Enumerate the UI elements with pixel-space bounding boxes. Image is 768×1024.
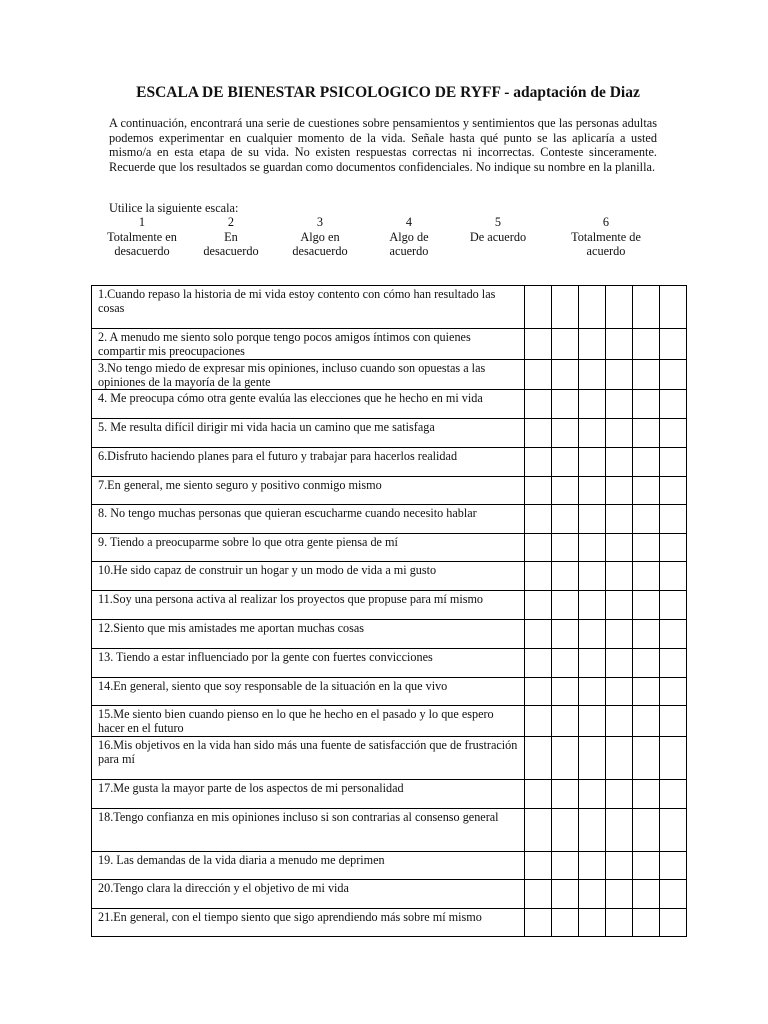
answer-cell-6[interactable] (660, 448, 687, 477)
scale-option-6 (546, 215, 666, 259)
question-text: 3.No tengo miedo de expresar mis opiniones, incluso cuando son opuestas a las opiniones de la mayoría de la gente (92, 359, 525, 390)
question-text: 17.Me gusta la mayor parte de los aspectos de mi personalidad (92, 779, 525, 808)
answer-cell-6[interactable] (660, 851, 687, 879)
scale-label-line1: Totalmente en (107, 229, 177, 244)
scale-number: 6 (602, 215, 610, 229)
question-row (92, 390, 687, 419)
answer-cell-2[interactable] (552, 286, 579, 329)
answer-cell-6[interactable] (660, 359, 687, 390)
question-text: 19. Las demandas de la vida diaria a menudo me deprimen (92, 851, 525, 879)
answer-cell-1[interactable] (525, 329, 552, 360)
answer-cell-6[interactable] (660, 562, 687, 591)
question-text: 7.En general, me siento seguro y positivo conmigo mismo (92, 477, 525, 505)
instructions-paragraph: A continuación, encontrará una serie de cuestiones sobre pensamientos y sentimientos que las personas adultas podemos experimentar en cualquier momento de la vida. Señale hasta qué punto se las aplicaría a usted mismo/a en esta etapa de su vida. No existen respuestas correctas ni incorrectas. Conteste sinceramente. Recuerde que los resultados se guardan como documentos confidenciales. No indique su nombre en la planilla. (109, 116, 657, 174)
question-text: 5. Me resulta difícil dirigir mi vida hacia un camino que me satisfaga (92, 419, 525, 448)
answer-cell-3[interactable] (579, 286, 606, 329)
answer-cell-4[interactable] (606, 879, 633, 908)
answer-cell-4[interactable] (606, 851, 633, 879)
question-row (92, 908, 687, 936)
answer-cell-1[interactable] (525, 359, 552, 390)
question-row (92, 851, 687, 879)
answer-cell-5[interactable] (633, 448, 660, 477)
answer-cell-4[interactable] (606, 419, 633, 448)
answer-cell-3[interactable] (579, 678, 606, 706)
answer-cell-2[interactable] (552, 706, 579, 737)
answer-cell-4[interactable] (606, 448, 633, 477)
answer-cell-1[interactable] (525, 505, 552, 534)
answer-cell-6[interactable] (660, 649, 687, 678)
question-row (92, 286, 687, 329)
question-row (92, 591, 687, 620)
answer-cell-6[interactable] (660, 534, 687, 562)
answer-cell-3[interactable] (579, 390, 606, 419)
answer-cell-2[interactable] (552, 779, 579, 808)
answer-cell-5[interactable] (633, 591, 660, 620)
answer-cell-3[interactable] (579, 706, 606, 737)
answer-cell-6[interactable] (660, 419, 687, 448)
scale-label-line2: desacuerdo (114, 244, 170, 258)
answer-cell-6[interactable] (660, 808, 687, 851)
question-text: 14.En general, siento que soy responsable de la situación en la que vivo (92, 678, 525, 706)
question-text: 15.Me siento bien cuando pienso en lo que he hecho en el pasado y lo que espero hacer en el futuro (92, 706, 525, 737)
answer-cell-4[interactable] (606, 477, 633, 505)
answer-cell-3[interactable] (579, 779, 606, 808)
answer-cell-1[interactable] (525, 908, 552, 936)
answer-cell-2[interactable] (552, 591, 579, 620)
answer-cell-1[interactable] (525, 678, 552, 706)
answer-cell-1[interactable] (525, 534, 552, 562)
answer-cell-3[interactable] (579, 808, 606, 851)
answer-cell-5[interactable] (633, 879, 660, 908)
question-text: 12.Siento que mis amistades me aportan muchas cosas (92, 620, 525, 649)
question-row (92, 879, 687, 908)
scale-label-line1: Totalmente de (571, 229, 641, 244)
answer-cell-1[interactable] (525, 851, 552, 879)
answer-cell-6[interactable] (660, 591, 687, 620)
answer-cell-5[interactable] (633, 329, 660, 360)
scale-number: 5 (494, 215, 502, 229)
answer-cell-6[interactable] (660, 286, 687, 329)
answer-cell-3[interactable] (579, 649, 606, 678)
answer-cell-4[interactable] (606, 779, 633, 808)
answer-cell-6[interactable] (660, 477, 687, 505)
question-text: 18.Tengo confianza en mis opiniones incluso si son contrarias al consenso general (92, 808, 525, 851)
answer-cell-1[interactable] (525, 779, 552, 808)
answer-cell-5[interactable] (633, 779, 660, 808)
answer-cell-1[interactable] (525, 286, 552, 329)
answer-cell-2[interactable] (552, 649, 579, 678)
answer-cell-1[interactable] (525, 620, 552, 649)
answer-cell-5[interactable] (633, 649, 660, 678)
answer-cell-6[interactable] (660, 505, 687, 534)
answer-cell-2[interactable] (552, 562, 579, 591)
question-text: 2. A menudo me siento solo porque tengo pocos amigos íntimos con quienes compartir mis preocupaciones (92, 329, 525, 360)
answer-cell-1[interactable] (525, 706, 552, 737)
scale-number: 3 (316, 215, 324, 229)
answer-cell-1[interactable] (525, 649, 552, 678)
answer-cell-4[interactable] (606, 736, 633, 779)
question-row (92, 779, 687, 808)
answer-cell-4[interactable] (606, 390, 633, 419)
answer-cell-3[interactable] (579, 736, 606, 779)
answer-cell-2[interactable] (552, 448, 579, 477)
question-row (92, 808, 687, 851)
answer-cell-5[interactable] (633, 851, 660, 879)
question-text: 20.Tengo clara la dirección y el objetivo de mi vida (92, 879, 525, 908)
scale-label-line1: De acuerdo (469, 229, 527, 244)
answer-cell-2[interactable] (552, 851, 579, 879)
answer-cell-5[interactable] (633, 477, 660, 505)
answer-cell-4[interactable] (606, 329, 633, 360)
answer-cell-3[interactable] (579, 879, 606, 908)
scale-label-line1: En (224, 229, 238, 244)
answer-cell-1[interactable] (525, 477, 552, 505)
scale-number: 4 (405, 215, 413, 229)
answer-cell-5[interactable] (633, 808, 660, 851)
answer-cell-1[interactable] (525, 448, 552, 477)
answer-cell-2[interactable] (552, 419, 579, 448)
answer-cell-2[interactable] (552, 329, 579, 360)
answer-cell-5[interactable] (633, 736, 660, 779)
question-text: 4. Me preocupa cómo otra gente evalúa las elecciones que he hecho en mi vida (92, 390, 525, 419)
scale-label-line2: acuerdo (389, 244, 429, 258)
question-row (92, 505, 687, 534)
answer-cell-3[interactable] (579, 562, 606, 591)
questionnaire-body (92, 286, 687, 937)
answer-cell-2[interactable] (552, 736, 579, 779)
question-text: 1.Cuando repaso la historia de mi vida estoy contento con cómo han resultado las cosas (92, 286, 525, 329)
answer-cell-3[interactable] (579, 419, 606, 448)
question-row (92, 448, 687, 477)
answer-cell-5[interactable] (633, 534, 660, 562)
answer-cell-2[interactable] (552, 359, 579, 390)
scale-instruction: Utilice la siguiente escala: (109, 201, 239, 215)
answer-cell-5[interactable] (633, 706, 660, 737)
answer-cell-2[interactable] (552, 534, 579, 562)
question-row (92, 706, 687, 737)
answer-cell-5[interactable] (633, 908, 660, 936)
answer-cell-5[interactable] (633, 620, 660, 649)
answer-cell-3[interactable] (579, 477, 606, 505)
question-text: 16.Mis objetivos en la vida han sido más una fuente de satisfacción que de frustración para mí (92, 736, 525, 779)
answer-cell-4[interactable] (606, 908, 633, 936)
question-row (92, 562, 687, 591)
answer-cell-2[interactable] (552, 678, 579, 706)
question-text: 11.Soy una persona activa al realizar los proyectos que propuse para mí mismo (92, 591, 525, 620)
answer-cell-3[interactable] (579, 851, 606, 879)
answer-cell-3[interactable] (579, 359, 606, 390)
answer-cell-6[interactable] (660, 390, 687, 419)
question-row (92, 359, 687, 390)
answer-cell-1[interactable] (525, 390, 552, 419)
question-row (92, 419, 687, 448)
answer-cell-1[interactable] (525, 419, 552, 448)
scale-number: 1 (138, 215, 146, 229)
answer-cell-6[interactable] (660, 736, 687, 779)
answer-cell-1[interactable] (525, 736, 552, 779)
scale-label-line2: desacuerdo (203, 244, 259, 258)
answer-cell-4[interactable] (606, 649, 633, 678)
scale-number: 2 (227, 215, 235, 229)
document-title: ESCALA DE BIENESTAR PSICOLOGICO DE RYFF - adaptación de Diaz (136, 84, 640, 101)
answer-cell-4[interactable] (606, 534, 633, 562)
answer-cell-6[interactable] (660, 879, 687, 908)
answer-cell-4[interactable] (606, 359, 633, 390)
answer-cell-2[interactable] (552, 477, 579, 505)
question-text: 13. Tiendo a estar influenciado por la gente con fuertes convicciones (92, 649, 525, 678)
answer-cell-4[interactable] (606, 591, 633, 620)
question-text: 6.Disfruto haciendo planes para el futuro y trabajar para hacerlos realidad (92, 448, 525, 477)
answer-cell-2[interactable] (552, 390, 579, 419)
answer-cell-5[interactable] (633, 505, 660, 534)
answer-cell-3[interactable] (579, 908, 606, 936)
question-row (92, 736, 687, 779)
answer-cell-4[interactable] (606, 505, 633, 534)
question-text: 9. Tiendo a preocuparme sobre lo que otra gente piensa de mí (92, 534, 525, 562)
answer-cell-3[interactable] (579, 329, 606, 360)
answer-cell-4[interactable] (606, 620, 633, 649)
answer-cell-2[interactable] (552, 808, 579, 851)
answer-cell-5[interactable] (633, 678, 660, 706)
scale-label-line1: Algo en (300, 229, 340, 244)
answer-cell-6[interactable] (660, 908, 687, 936)
answer-cell-4[interactable] (606, 808, 633, 851)
answer-cell-5[interactable] (633, 562, 660, 591)
answer-cell-3[interactable] (579, 620, 606, 649)
answer-cell-5[interactable] (633, 359, 660, 390)
answer-cell-3[interactable] (579, 505, 606, 534)
answer-cell-2[interactable] (552, 505, 579, 534)
answer-cell-6[interactable] (660, 706, 687, 737)
question-row (92, 477, 687, 505)
questionnaire-table (91, 285, 687, 937)
answer-cell-6[interactable] (660, 620, 687, 649)
question-row (92, 649, 687, 678)
answer-cell-4[interactable] (606, 562, 633, 591)
answer-cell-5[interactable] (633, 286, 660, 329)
scale-label-line2: desacuerdo (292, 244, 348, 258)
answer-cell-3[interactable] (579, 448, 606, 477)
scale-label-line1: Algo de (389, 229, 429, 244)
answer-cell-3[interactable] (579, 591, 606, 620)
answer-cell-5[interactable] (633, 419, 660, 448)
answer-cell-1[interactable] (525, 808, 552, 851)
answer-cell-2[interactable] (552, 879, 579, 908)
answer-cell-1[interactable] (525, 562, 552, 591)
answer-cell-1[interactable] (525, 879, 552, 908)
question-row (92, 678, 687, 706)
answer-cell-4[interactable] (606, 678, 633, 706)
question-text: 21.En general, con el tiempo siento que sigo aprendiendo más sobre mí mismo (92, 908, 525, 936)
question-row (92, 620, 687, 649)
answer-cell-2[interactable] (552, 908, 579, 936)
answer-cell-6[interactable] (660, 678, 687, 706)
question-row (92, 329, 687, 360)
question-text: 10.He sido capaz de construir un hogar y un modo de vida a mi gusto (92, 562, 525, 591)
answer-cell-2[interactable] (552, 620, 579, 649)
scale-label-line2: acuerdo (586, 244, 626, 258)
answer-cell-6[interactable] (660, 329, 687, 360)
answer-cell-4[interactable] (606, 286, 633, 329)
scale-option-5 (438, 215, 558, 244)
answer-cell-3[interactable] (579, 534, 606, 562)
answer-cell-6[interactable] (660, 779, 687, 808)
answer-cell-5[interactable] (633, 390, 660, 419)
question-row (92, 534, 687, 562)
answer-cell-1[interactable] (525, 591, 552, 620)
question-text: 8. No tengo muchas personas que quieran escucharme cuando necesito hablar (92, 505, 525, 534)
answer-cell-4[interactable] (606, 706, 633, 737)
